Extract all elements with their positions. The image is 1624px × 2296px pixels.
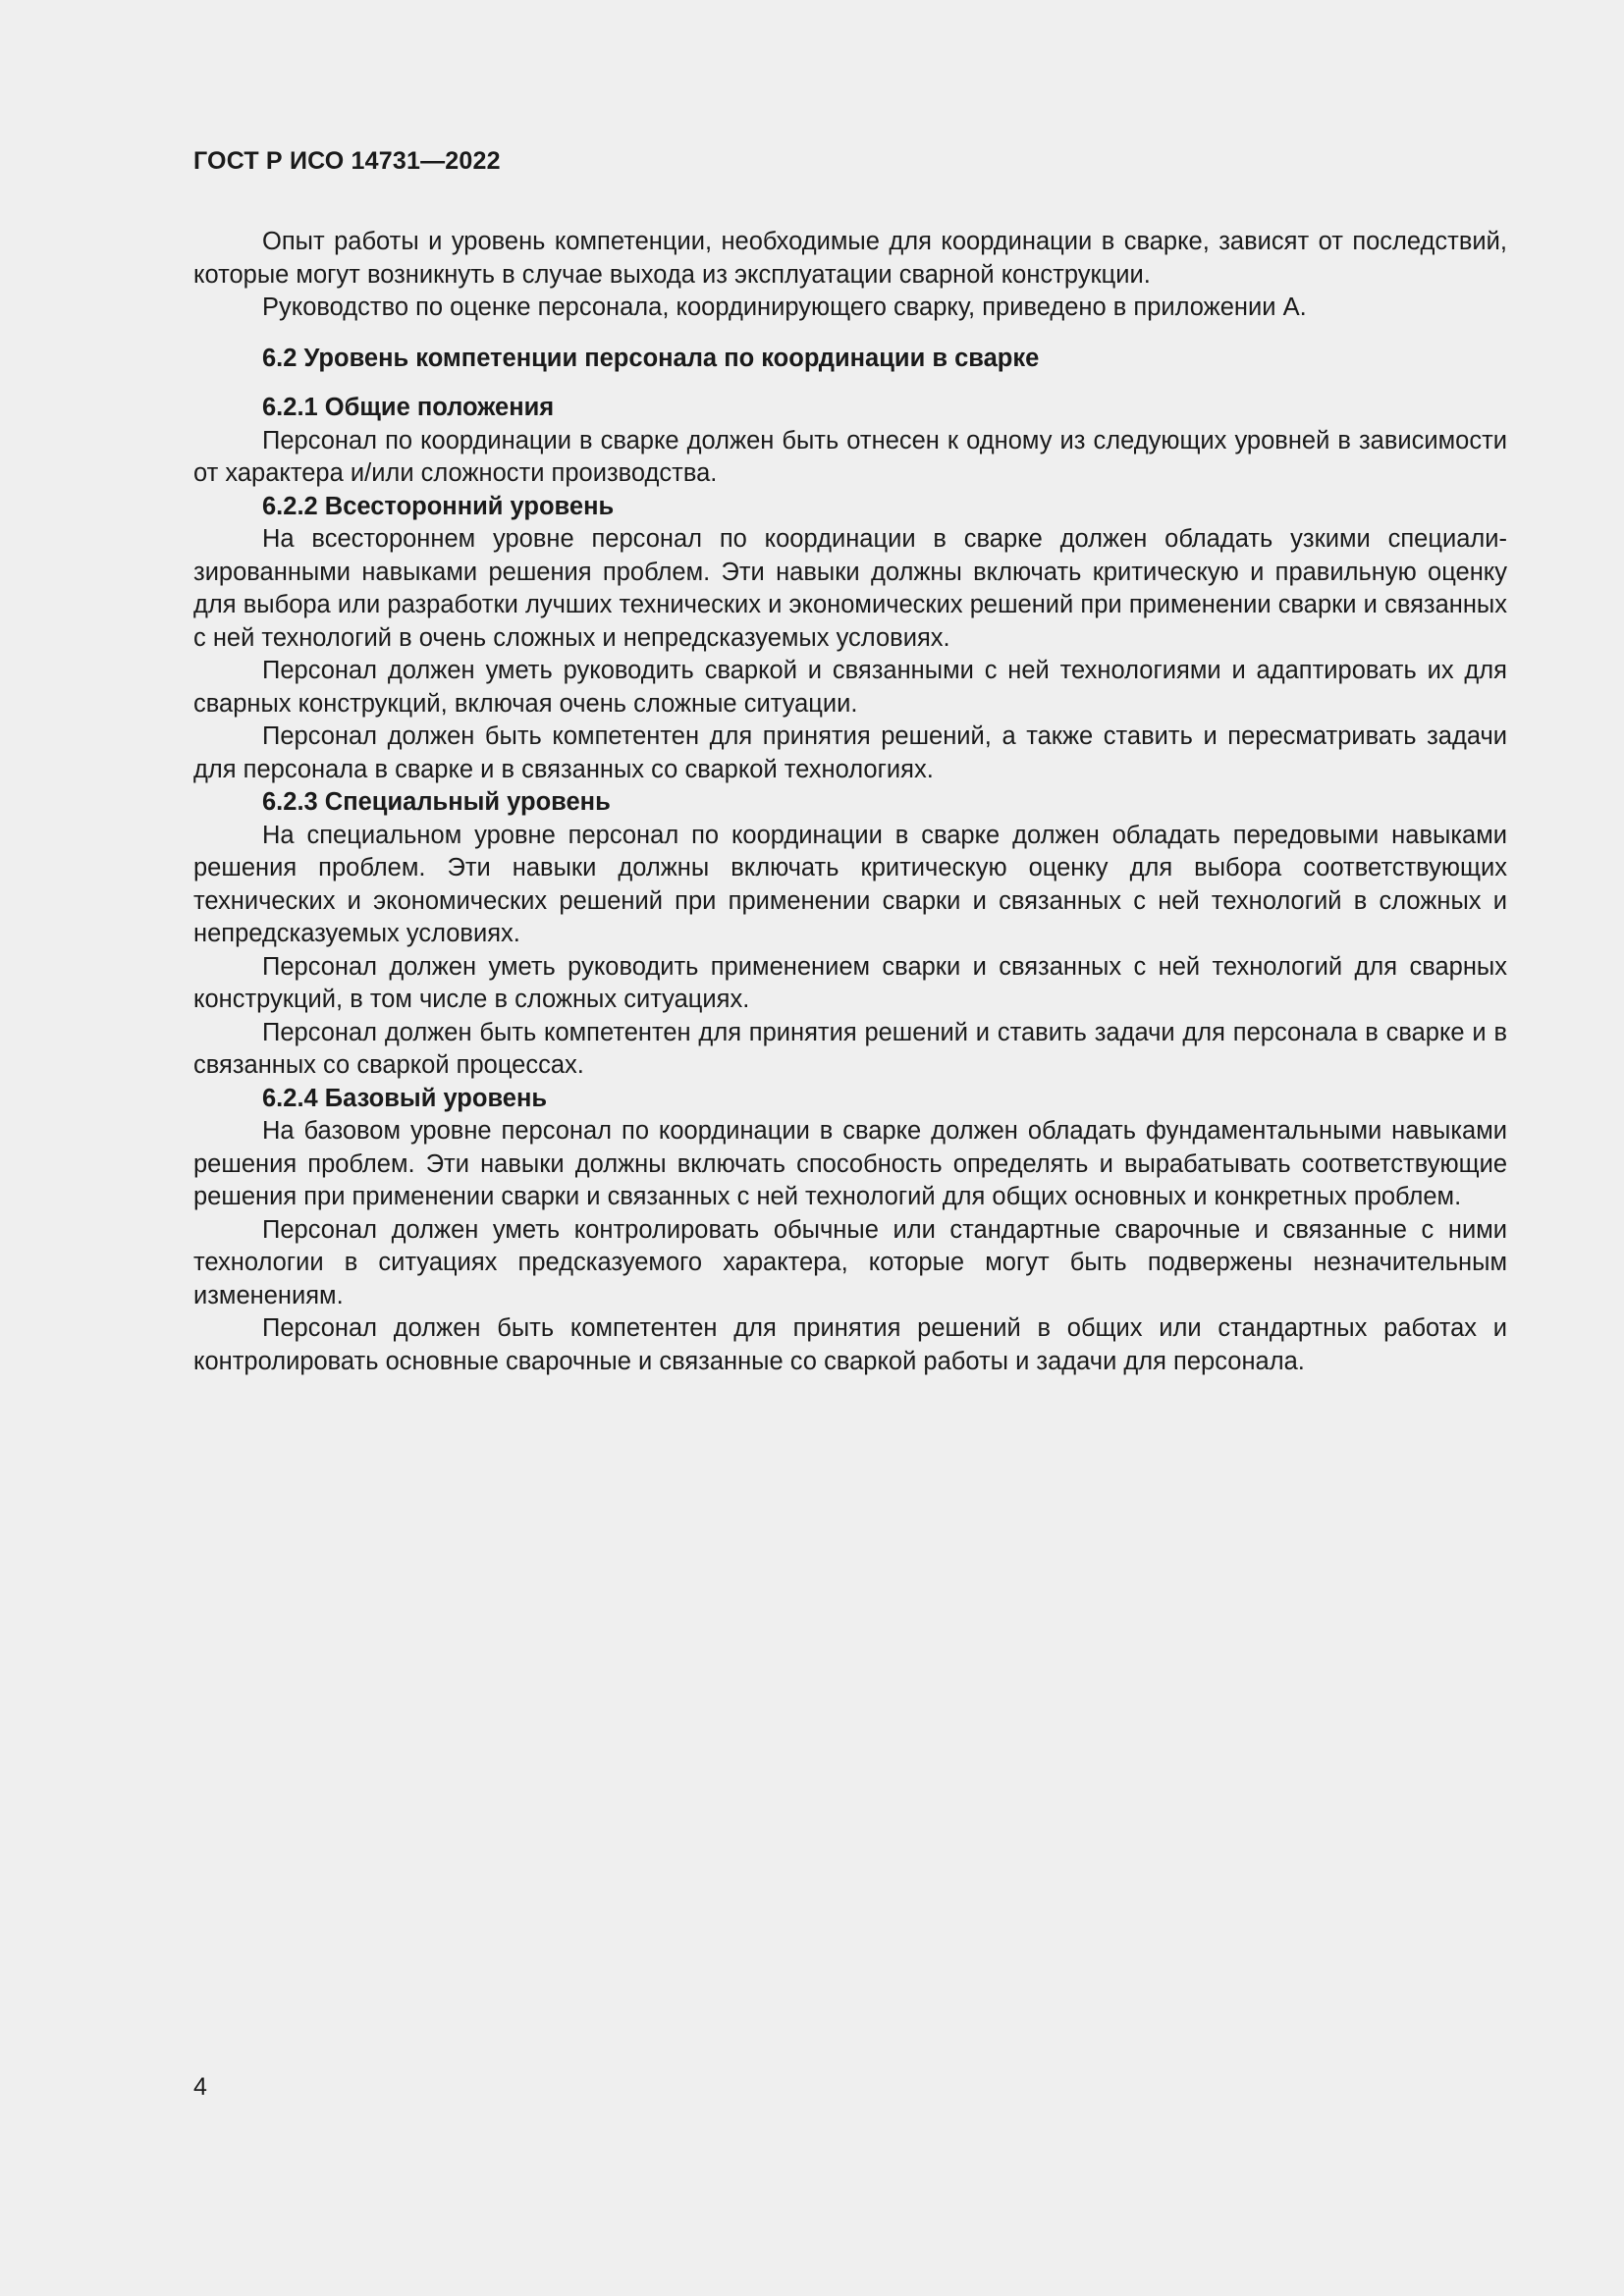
section-6-2-2-paragraph-2: Персонал должен уметь руководить сваркой и связанными с ней технологиями и адаптировать их для сварных конструкций, включая очень сложные ситуации.: [193, 657, 1507, 718]
section-6-2-heading: 6.2 Уровень компетенции персонала по координации в сварке: [262, 344, 1040, 372]
section-6-2-3-paragraph-2: Персонал должен уметь руководить применением сварки и связанных с ней технологий для сварных конструкций, в том числе в сложных ситуациях.: [193, 952, 1507, 1013]
section-6-2-1-heading: 6.2.1 Общие положения: [262, 394, 555, 421]
section-6-2-2-heading: 6.2.2 Всесторонний уровень: [262, 492, 615, 520]
section-6-2-3-heading: 6.2.3 Специальный уровень: [262, 788, 611, 816]
document-header: ГОСТ Р ИСО 14731—2022: [193, 147, 501, 175]
section-6-2-3-paragraph-1: На специальном уровне персонал по координации в сварке должен обладать передовыми навыками решения проблем. Эти навыки должны включать критическую оценку для выбора соответствующих технических и экономических решений при применении сварки и связанных с ней технологий в сложных и непредсказуемых условиях.: [193, 821, 1507, 947]
page-number: 4: [193, 2073, 207, 2101]
document-body: [193, 226, 1507, 1378]
section-6-2-4-paragraph-2: Персонал должен уметь контролировать обычные или стандартные сварочные и связанные с ними технологии в ситуациях предсказуемого характера, которые могут быть подвержены незначительным изменениям.: [193, 1215, 1507, 1309]
section-6-2-1-paragraph-1: Персонал по координации в сварке должен быть отнесен к одному из следующих уровней в зависимости от характера и/или сложности производства.: [193, 426, 1507, 487]
section-6-2-4-paragraph-1: На базовом уровне персонал по координации в сварке должен обладать фундаментальными навыками решения проблем. Эти навыки должны включать способность определять и вырабатывать соответствующие решения при применении сварки и связанных с ней технологий для общих основных и конкретных проблем.: [193, 1117, 1507, 1210]
section-6-2-4-paragraph-3: Персонал должен быть компетентен для принятия решений в общих или стандартных работах и контролировать основные сварочные и связанные со сваркой работы и задачи для персонала.: [193, 1314, 1507, 1375]
section-6-2-4-heading: 6.2.4 Базовый уровень: [262, 1084, 548, 1112]
intro-paragraph-1: Опыт работы и уровень компетенции, необходимые для координации в сварке, зависят от последствий, которые могут возникнуть в случае выхода из эксплуатации сварной конструкции.: [193, 228, 1507, 289]
section-6-2-2-paragraph-3: Персонал должен быть компетентен для принятия решений, а также ставить и пересматривать задачи для персонала в сварке и в связанных со сваркой технологиях.: [193, 722, 1507, 783]
section-6-2-2-paragraph-1: На всестороннем уровне персонал по координации в сварке должен обладать узкими специализированными навыками решения проблем. Эти навыки должны включать критическую и правильную оценку для выбора или разработки лучших технических и экономических решений при применении сварки и связанных с ней технологий в очень сложных и непредсказуемых условиях.: [193, 525, 1507, 652]
section-6-2-3-paragraph-3: Персонал должен быть компетентен для принятия решений и ставить задачи для персонала в сварке и в связанных со сваркой процессах.: [193, 1018, 1507, 1079]
intro-paragraph-2: Руководство по оценке персонала, координирующего сварку, приведено в приложении А.: [262, 294, 1307, 321]
